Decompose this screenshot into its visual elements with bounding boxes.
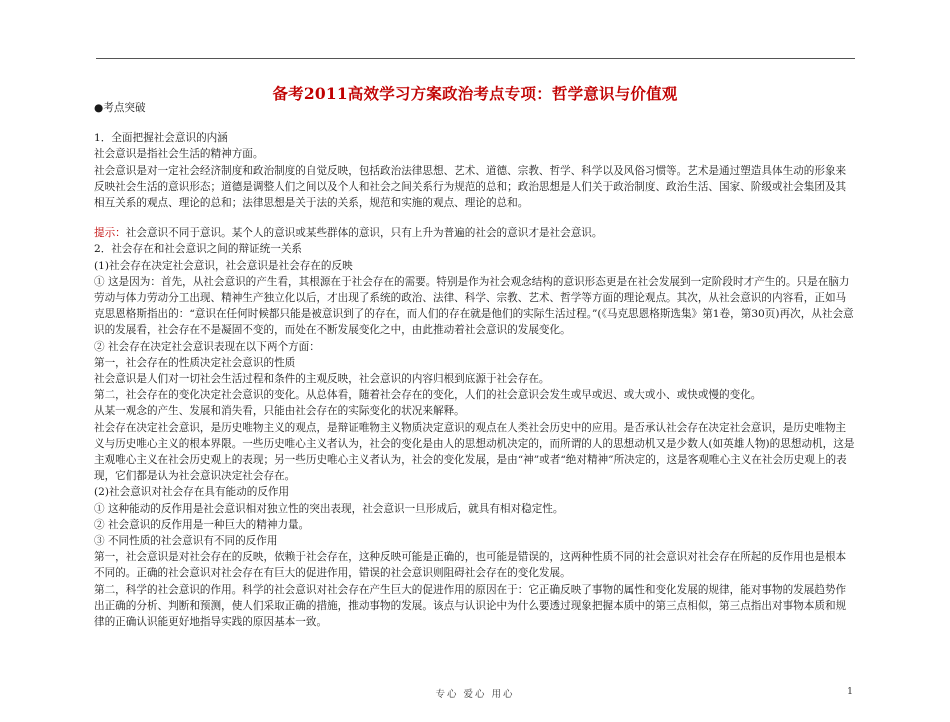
footer-motto: 专心 爱心 用心 (435, 689, 515, 700)
header-rule (96, 58, 855, 59)
paragraph: 第一，社会存在的性质决定社会意识的性质 (94, 356, 296, 369)
tip-label: 提示： (94, 227, 126, 240)
page-number: 1 (847, 686, 854, 697)
paragraph: 社会意识是指社会生活的精神方面。 (94, 148, 264, 161)
paragraph: ③ 不同性质的社会意识有不同的反作用 (94, 535, 278, 548)
subheading: (1)社会存在决定社会意识，社会意识是社会存在的反映 (94, 259, 353, 272)
tip-paragraph (94, 225, 856, 241)
paragraph: 第二，科学的社会意识的作用。科学的社会意识对社会存在产生巨大的促进作用的原因在于：它正确反映了事物的属性和变化发展的规律，能对事物的发展趋势作出正确的分析、判断和预测，使人们采取正确的措施，推动事物的发展。该点与认识论中为什么要透过现象把握本质中的第三点相似，第三点指出对事物本质和规律的正确认识能更好地指导实践的原因基本一致。 (94, 583, 847, 629)
paragraph: ② 社会意识的反作用是一种巨大的精神力量。 (94, 518, 310, 531)
heading-2: 2．社会存在和社会意识之间的辩证统一关系 (94, 243, 303, 256)
paragraph: ① 这是因为：首先，从社会意识的产生看，其根源在于社会存在的需要。特别是作为社会观念结构的意识形态更是在社会发展到一定阶段时才产生的。只是在脑力劳动与体力劳动分工出现、精神生产独立化以后，才出现了系统的政治、法律、科学、宗教、艺术、哲学等方面的理论观点。其次，从社会意识的内容看，正如马克思恩格斯指出的：“意识在任何时候都只能是被意识到了的存在，而人们的存在就是他们的实际生活过程。”(《马克思恩格斯选集》第1卷，第30页)再次，从社会意识的发展看，社会存在不是凝固不变的，而处在不断发展变化之中，由此推动着社会意识的发展变化。 (94, 275, 854, 337)
document-body (94, 100, 856, 630)
paragraph: ② 社会存在决定社会意识表现在以下两个方面： (94, 340, 320, 353)
paragraph: 第一，社会意识是对社会存在的反映，依赖于社会存在，这种反映可能是正确的，也可能是错误的，这两种性质不同的社会意识对社会存在所起的反作用也是根本不同的。正确的社会意识对社会存在有巨大的促进作用，错误的社会意识则阻碍社会存在的变化发展。 (94, 551, 847, 580)
paragraph: 第二，社会存在的变化决定社会意识的变化。从总体看，随着社会存在的变化，人们的社会意识会发生或早或迟、或大或小、或快或慢的变化。 (94, 389, 762, 402)
paragraph: 从某一观念的产生、发展和消失看，只能由社会存在的实际变化的状况来解释。 (94, 405, 465, 418)
paragraph: 社会存在决定社会意识，是历史唯物主义的观点，是辩证唯物主义物质决定意识的观点在人类社会历史中的应用。是否承认社会存在决定社会意识，是历史唯物主义与历史唯心主义的根本界限。一些历史唯心主义者认为，社会的变化是由人的思想动机决定的，而所谓的人的思想动机又是少数人(如英雄人物)的思想动机，这是主观唯心主义在社会历史观上的表现；另一些历史唯心主义者认为，社会的变化发展，是由“神”或者“绝对精神”所决定的，这是客观唯心主义在社会历史观上的表现，它们都是认为社会意识决定社会存在。 (94, 421, 855, 483)
tip-text: 社会意识不同于意识。某个人的意识或某些群体的意识，只有上升为普遍的社会的意识才是社会意识。 (125, 227, 603, 240)
paragraph: ① 这种能动的反作用是社会意识相对独立性的突出表现，社会意识一旦形成后，就具有相对稳定性。 (94, 502, 564, 515)
section-heading: ●考点突破 (94, 102, 146, 114)
document-title: 备考2011高效学习方案政治考点专项：哲学意识与价值观 (272, 84, 678, 103)
paragraph: 社会意识是人们对一切社会生活过程和条件的主观反映，社会意识的内容归根到底源于社会存在。 (94, 373, 550, 386)
paragraph: 社会意识是对一定社会经济制度和政治制度的自觉反映，包括政治法律思想、艺术、道德、宗教、哲学、科学以及风俗习惯等。艺术是通过塑造具体生动的形象来反映社会生活的意识形态；道德是调整人们之间以及个人和社会之间关系行为规范的总和；政治思想是人们关于政治制度、政治生活、国家、阶级或社会集团及其相互关系的观点、理论的总和；法律思想是关于法的关系，规范和实施的观点、理论的总和。 (94, 164, 847, 210)
subheading: (2)社会意识对社会存在具有能动的反作用 (94, 486, 290, 499)
heading-1: 1．全面把握社会意识的内涵 (94, 132, 228, 145)
